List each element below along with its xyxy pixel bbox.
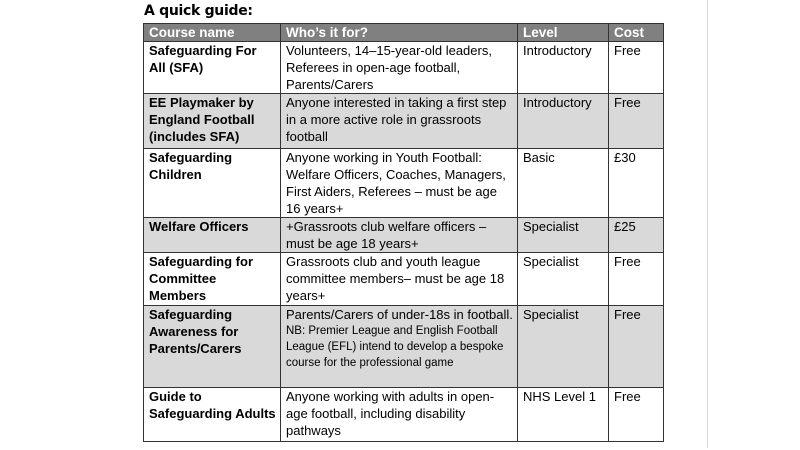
course-cost: Free (609, 42, 664, 94)
course-level: Specialist (518, 218, 609, 253)
course-cost: Free (609, 253, 664, 306)
course-cost: Free (609, 94, 664, 149)
course-level: Introductory (518, 42, 609, 94)
course-guide-table (143, 23, 664, 442)
table-row (144, 306, 664, 388)
section-title: A quick guide: (144, 3, 253, 19)
course-level: Basic (518, 149, 609, 218)
course-note: NB: Premier League and English Football League (EFL) intend to develop a bespoke course for the professional game (286, 325, 504, 369)
course-audience: Grassroots club and youth league committee members– must be age 18 years+ (281, 253, 518, 306)
course-name: Safeguarding for Committee Members (144, 253, 281, 306)
course-name: Guide to Safeguarding Adults (144, 388, 281, 442)
course-audience: Anyone working in Youth Football: Welfare Officers, Coaches, Managers, First Aiders, Referees – must be age 16 years+ (281, 149, 518, 218)
table-row (144, 42, 664, 94)
course-audience: Volunteers, 14–15-year-old leaders, Referees in open-age football, Parents/Carers (281, 42, 518, 94)
course-name: EE Playmaker by England Football (includes SFA) (144, 94, 281, 149)
course-level: NHS Level 1 (518, 388, 609, 442)
table-row (144, 218, 664, 253)
header-course-name: Course name (144, 24, 281, 42)
course-name: Safeguarding For All (SFA) (144, 42, 281, 94)
course-audience-cell (281, 306, 518, 388)
header-cost: Cost (609, 24, 664, 42)
table-row (144, 388, 664, 442)
course-level: Specialist (518, 306, 609, 388)
course-level: Specialist (518, 253, 609, 306)
course-name: Safeguarding Children (144, 149, 281, 218)
header-level: Level (518, 24, 609, 42)
table-row (144, 94, 664, 149)
course-audience: Anyone interested in taking a first step in a more active role in grassroots football (281, 94, 518, 149)
table-row (144, 253, 664, 306)
page-edge-divider (707, 0, 708, 448)
course-cost: Free (609, 388, 664, 442)
course-audience: Anyone working with adults in open-age football, including disability pathways (281, 388, 518, 442)
course-audience: Parents/Carers of under-18s in football. (286, 307, 513, 322)
course-audience: +Grassroots club welfare officers – must be age 18 years+ (281, 218, 518, 253)
course-level: Introductory (518, 94, 609, 149)
course-name: Safeguarding Awareness for Parents/Carers (144, 306, 281, 388)
course-cost: £25 (609, 218, 664, 253)
table-header-row (144, 24, 664, 42)
header-whos-it-for: Who’s it for? (281, 24, 518, 42)
course-cost: £30 (609, 149, 664, 218)
course-name: Welfare Officers (144, 218, 281, 253)
table-row (144, 149, 664, 218)
course-cost: Free (609, 306, 664, 388)
